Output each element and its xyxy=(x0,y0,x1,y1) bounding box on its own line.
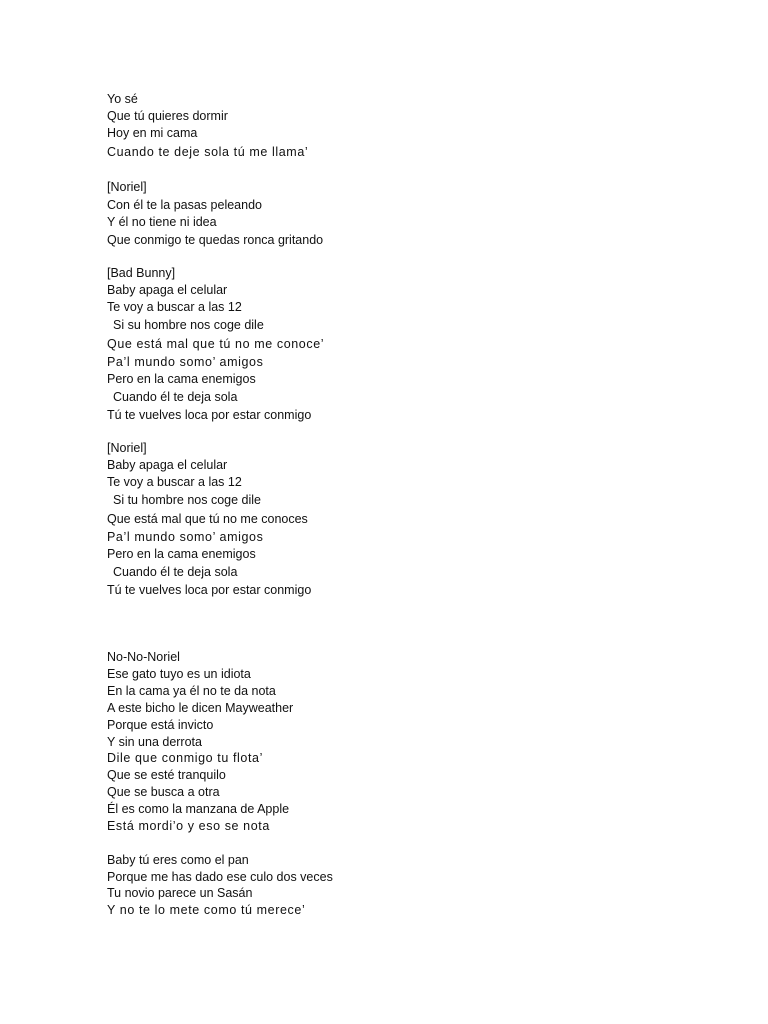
lyric-line: Tu novio parece un Sasán xyxy=(107,886,253,900)
lyric-line: Tú te vuelves loca por estar conmigo xyxy=(107,408,312,422)
lyric-line: Te voy a buscar a las 12 xyxy=(107,300,242,314)
lyric-line: Baby tú eres como el pan xyxy=(107,853,249,867)
lyric-line: Cuando te deje sola tú me llama’ xyxy=(107,145,309,159)
lyric-line: Pa’l mundo somo’ amigos xyxy=(107,355,264,369)
lyric-line: Pero en la cama enemigos xyxy=(107,547,256,561)
lyric-line: Y no te lo mete como tú merece’ xyxy=(107,903,306,917)
lyric-line: Yo sé xyxy=(107,92,138,106)
lyric-line: Hoy en mi cama xyxy=(107,126,198,140)
lyric-line: Cuando él te deja sola xyxy=(113,565,238,579)
lyric-line: Él es como la manzana de Apple xyxy=(107,802,290,816)
lyric-line: En la cama ya él no te da nota xyxy=(107,684,276,698)
lyric-line: Dile que conmigo tu flota’ xyxy=(107,751,263,765)
lyric-line: No-No-Noriel xyxy=(107,650,180,664)
lyric-line: Pero en la cama enemigos xyxy=(107,372,256,386)
lyric-line: Porque me has dado ese culo dos veces xyxy=(107,870,333,884)
lyric-line: Y él no tiene ni idea xyxy=(107,215,217,229)
lyric-line: Si tu hombre nos coge dile xyxy=(113,493,262,507)
lyric-line: Porque está invicto xyxy=(107,718,214,732)
lyric-line: Baby apaga el celular xyxy=(107,458,228,472)
lyric-line: Te voy a buscar a las 12 xyxy=(107,475,242,489)
lyric-line: Ese gato tuyo es un idiota xyxy=(107,667,251,681)
lyric-line: Que se busca a otra xyxy=(107,785,220,799)
lyric-line: Que tú quieres dormir xyxy=(107,109,228,123)
lyric-line: Tú te vuelves loca por estar conmigo xyxy=(107,583,312,597)
lyric-line: Cuando él te deja sola xyxy=(113,390,238,404)
lyric-line: Está mordi’o y eso se nota xyxy=(107,819,270,833)
lyric-line: Con él te la pasas peleando xyxy=(107,198,262,212)
section-label: [Noriel] xyxy=(107,180,147,194)
lyric-line: Que se esté tranquilo xyxy=(107,768,226,782)
lyric-line: Que conmigo te quedas ronca gritando xyxy=(107,233,324,247)
lyric-line: Baby apaga el celular xyxy=(107,283,228,297)
lyric-line: Que está mal que tú no me conoce’ xyxy=(107,337,325,351)
lyric-line: A este bicho le dicen Mayweather xyxy=(107,701,294,715)
lyric-line: Que está mal que tú no me conoces xyxy=(107,512,308,526)
lyric-line: Si su hombre nos coge dile xyxy=(113,318,264,332)
lyric-line: Pa’l mundo somo’ amigos xyxy=(107,530,264,544)
section-label: [Noriel] xyxy=(107,441,147,455)
section-label: [Bad Bunny] xyxy=(107,266,176,280)
lyric-line: Y sin una derrota xyxy=(107,735,202,749)
